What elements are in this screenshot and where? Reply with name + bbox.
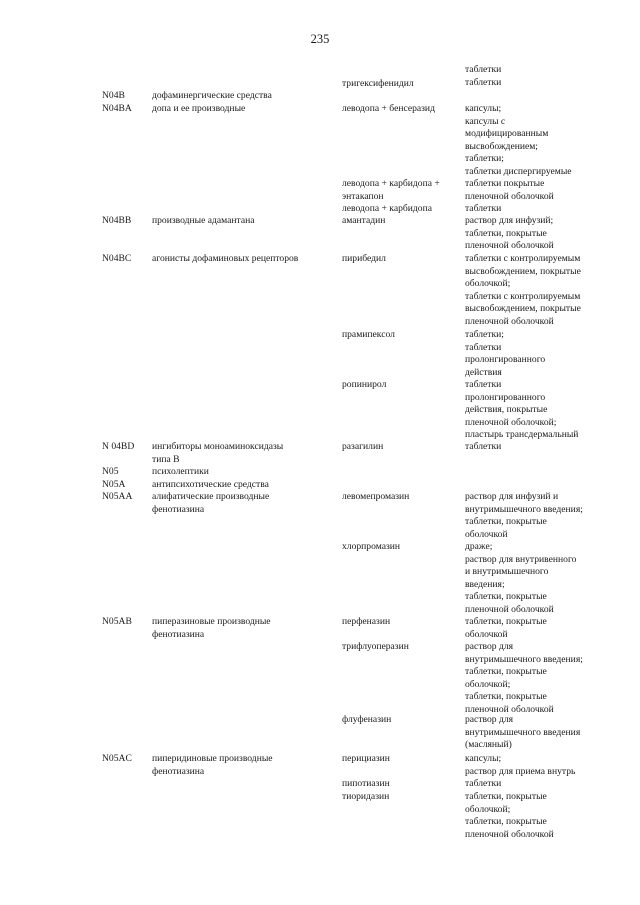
atc-code: N05 — [102, 466, 119, 477]
dosage-form: таблетки с контролируемым высвобождением, покрытые оболочкой; таблетки с контролируемым высвобождением, покрытые пленочной оболочкой — [465, 253, 581, 327]
drug-name: разагилин — [342, 441, 384, 452]
atc-code: N05AA — [102, 491, 133, 502]
atc-code: N05AB — [102, 616, 132, 627]
drug-name: перфеназин — [342, 616, 391, 627]
atc-group: алифатические производные фенотиазина — [152, 491, 270, 515]
drug-name: пирибедил — [342, 253, 386, 264]
drug-name: флуфеназин — [342, 714, 392, 725]
dosage-form: таблетки пролонгированного действия, покрытые пленочной оболочкой; пластырь трансдермальный — [465, 379, 579, 441]
dosage-form: капсулы; раствор для приема внутрь — [465, 753, 576, 777]
atc-group: психолептики — [152, 466, 209, 477]
page-number: 235 — [310, 32, 330, 46]
drug-name: тригексифенидил — [342, 78, 414, 89]
dosage-form: таблетки — [465, 77, 502, 88]
atc-code: N04BC — [102, 253, 132, 264]
atc-group: пиперидиновые производные фенотиазина — [152, 753, 273, 777]
dosage-form: таблетки покрытые пленочной оболочкой — [465, 178, 554, 202]
atc-code: N05AC — [102, 753, 132, 764]
dosage-form: таблетки; таблетки пролонгированного действия — [465, 329, 546, 378]
atc-group: производные адамантана — [152, 215, 255, 226]
atc-group: ингибиторы моноаминоксидазы типа В — [152, 441, 284, 465]
dosage-form: таблетки — [465, 64, 502, 75]
drug-name: трифлуоперазин — [342, 641, 409, 652]
atc-code: N 04BD — [102, 441, 135, 452]
drug-name: леводопа + карбидопа — [342, 203, 432, 214]
dosage-form: таблетки, покрытые оболочкой — [465, 616, 547, 640]
dosage-form: таблетки, покрытые оболочкой; таблетки, покрытые пленочной оболочкой — [465, 791, 554, 840]
drug-name: леводопа + бенсеразид — [342, 103, 435, 114]
drug-name: перициазин — [342, 753, 390, 764]
dosage-form: таблетки — [465, 778, 502, 789]
dosage-form: таблетки — [465, 203, 502, 214]
drug-name: тиоридазин — [342, 791, 390, 802]
atc-code: N04BA — [102, 103, 132, 114]
atc-group: дофаминергические средства — [152, 90, 272, 101]
atc-code: N04BB — [102, 215, 132, 226]
atc-group: антипсихотические средства — [152, 479, 269, 490]
drug-name: пипотиазин — [342, 778, 390, 789]
dosage-form: раствор для внутримышечного введения (масляный) — [465, 714, 581, 751]
atc-group: пиперазиновые производные фенотиазина — [152, 616, 271, 640]
atc-group: допа и ее производные — [152, 103, 246, 114]
dosage-form: капсулы; капсулы с модифицированным высвобождением; таблетки; таблетки диспергируемые — [465, 103, 572, 177]
dosage-form: раствор для инфузий; таблетки, покрытые пленочной оболочкой — [465, 215, 554, 252]
atc-group: агонисты дофаминовых рецепторов — [152, 253, 299, 264]
dosage-form: раствор для внутримышечного введения; таблетки, покрытые оболочкой; таблетки, покрытые пленочной оболочкой — [465, 641, 583, 715]
drug-name: леводопа + карбидопа + энтакапон — [342, 178, 440, 202]
atc-code: N04B — [102, 90, 125, 101]
drug-name: амантадин — [342, 215, 386, 226]
drug-name: левомепромазин — [342, 491, 410, 502]
dosage-form: драже; раствор для внутривенного и внутримышечного введения; таблетки, покрытые пленочной оболочкой — [465, 541, 577, 615]
dosage-form: таблетки — [465, 441, 502, 452]
drug-name: прамипексол — [342, 329, 395, 340]
drug-name: ропинирол — [342, 379, 387, 390]
drug-name: хлорпромазин — [342, 541, 401, 552]
atc-code: N05A — [102, 479, 126, 490]
dosage-form: раствор для инфузий и внутримышечного введения; таблетки, покрытые оболочкой — [465, 491, 583, 540]
